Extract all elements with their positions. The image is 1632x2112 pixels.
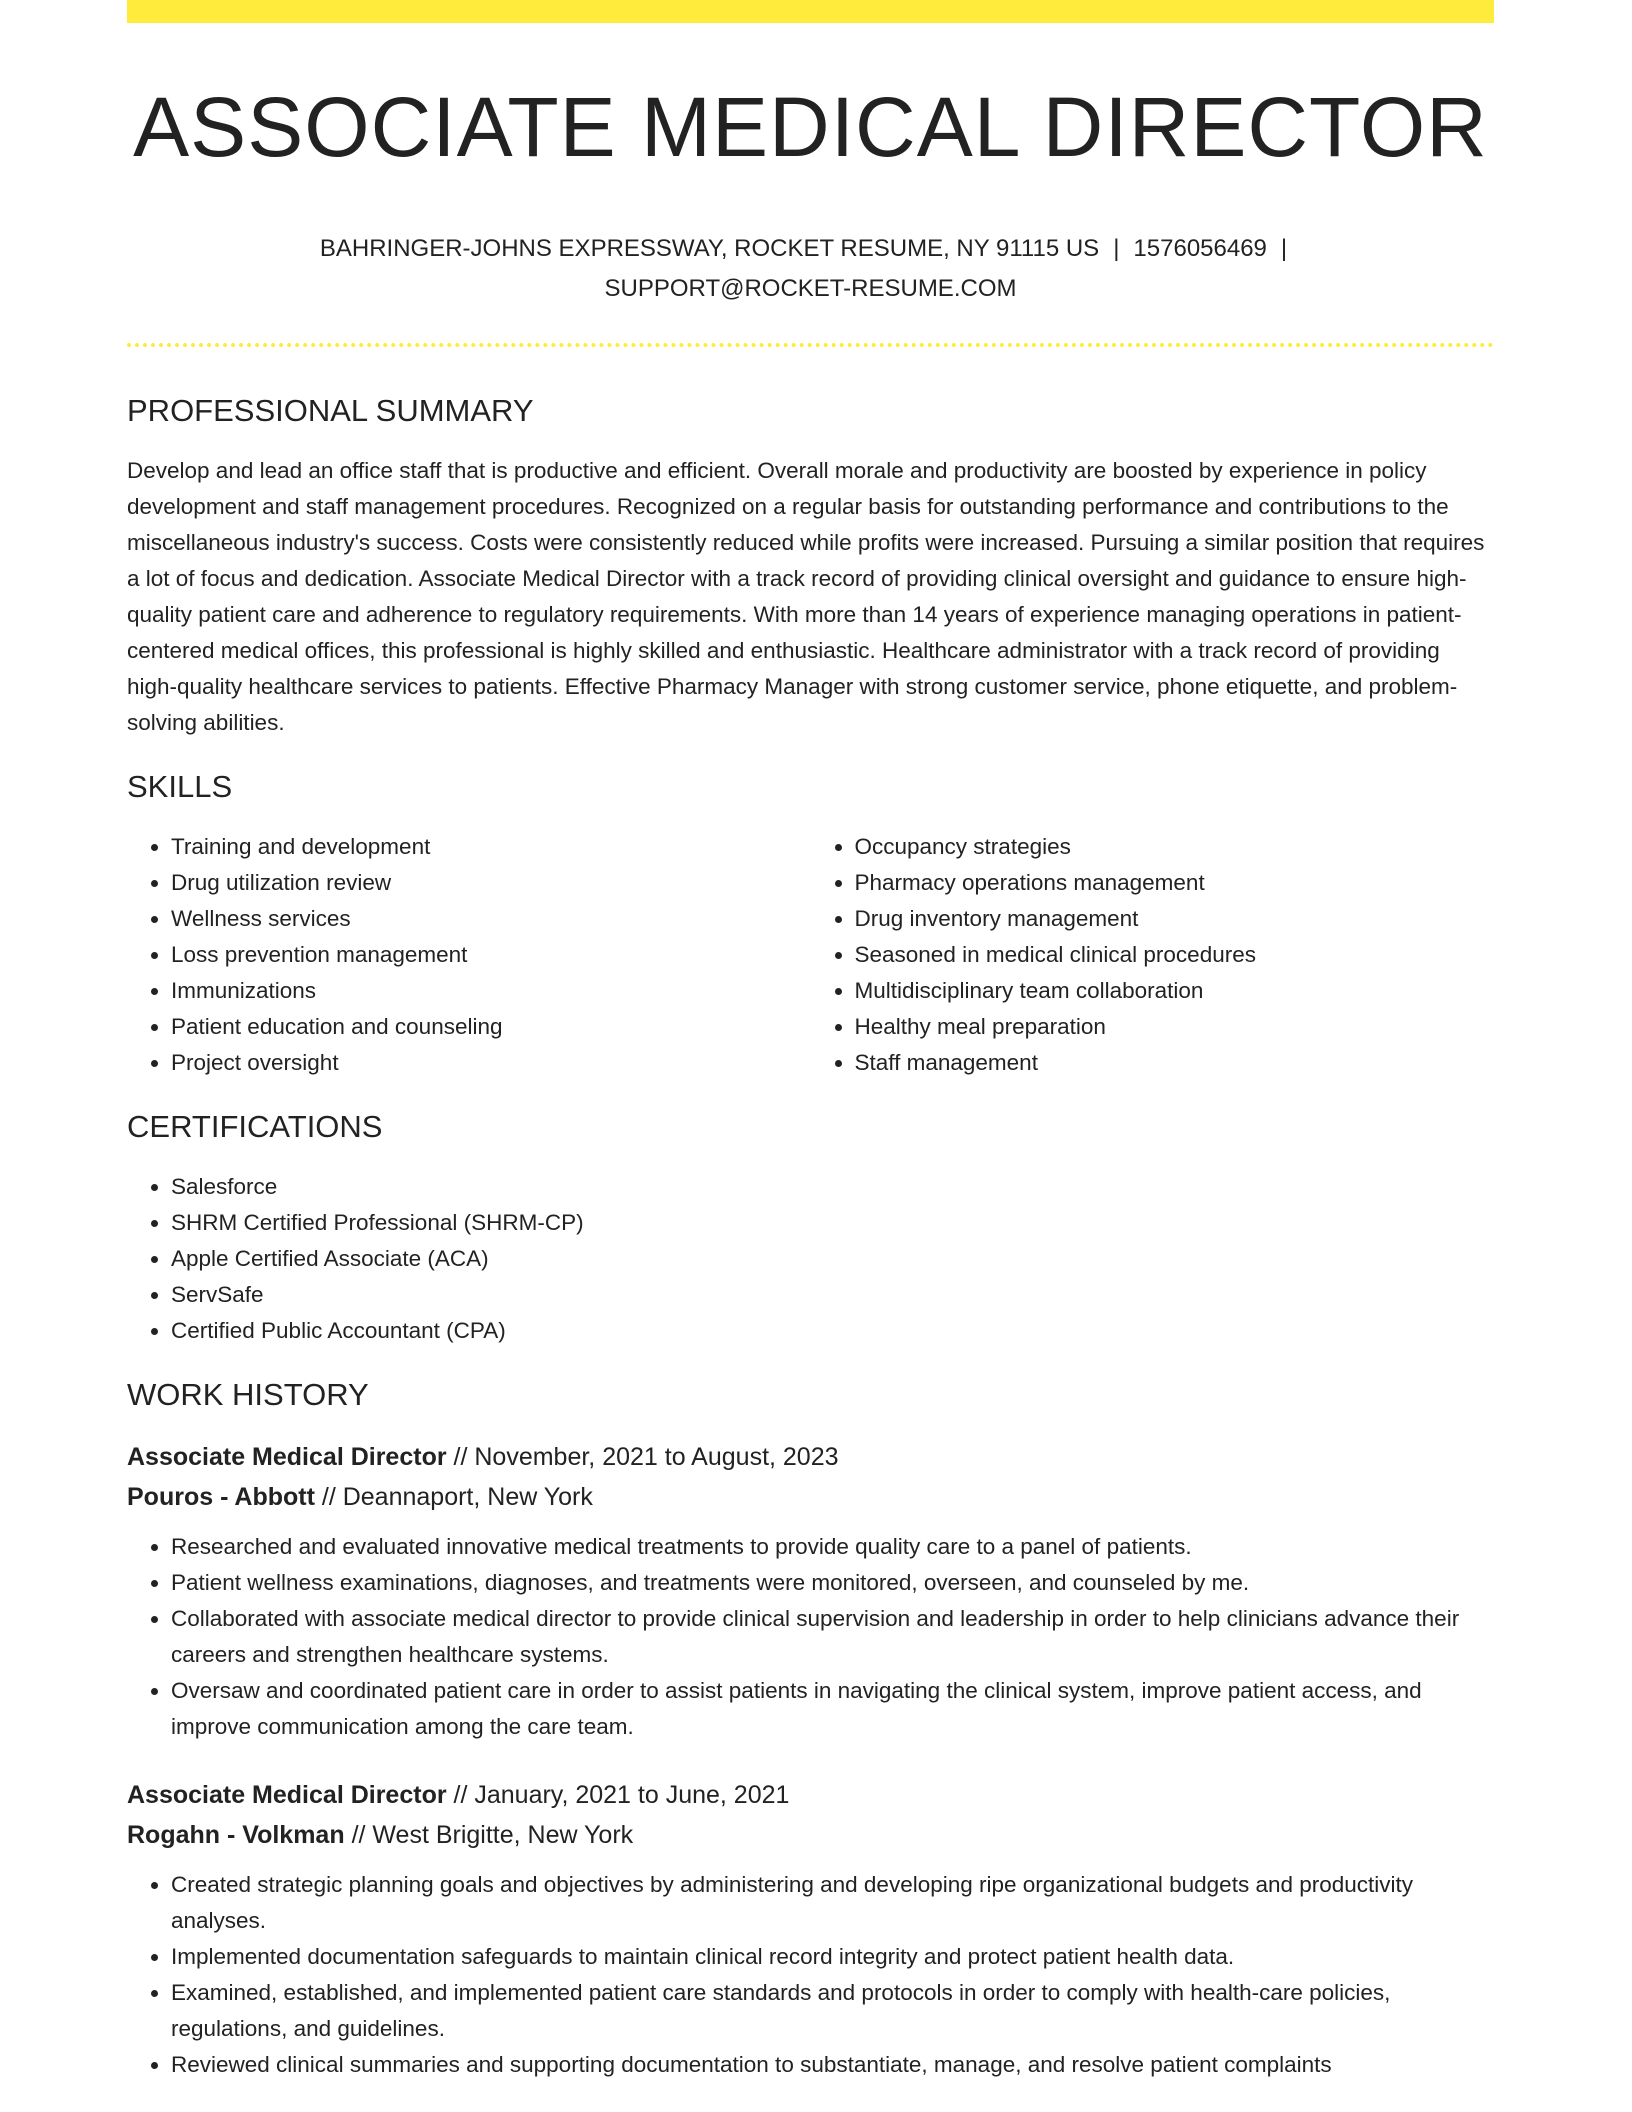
skill-item: • Drug utilization review bbox=[171, 865, 811, 901]
certification-item: • SHRM Certified Professional (SHRM-CP) bbox=[171, 1205, 1494, 1241]
job-location: // West Brigitte, New York bbox=[351, 1821, 634, 1849]
certification-item: • Certified Public Accountant (CPA) bbox=[171, 1313, 1494, 1349]
job-bullets bbox=[127, 1867, 1494, 2083]
job-title-line bbox=[127, 1437, 1494, 1477]
certifications-heading: CERTIFICATIONS bbox=[127, 1109, 383, 1144]
skills-list bbox=[127, 829, 1494, 1081]
skills-right-column bbox=[811, 829, 1495, 1081]
resume-name: ASSOCIATE MEDICAL DIRECTOR bbox=[133, 80, 1488, 174]
skill-item: • Immunizations bbox=[171, 973, 811, 1009]
skill-item: • Training and development bbox=[171, 829, 811, 865]
contact-email: SUPPORT@ROCKET-RESUME.COM bbox=[604, 275, 1017, 302]
skills-left-column bbox=[127, 829, 811, 1081]
job-company: Pouros - Abbott bbox=[127, 1483, 315, 1511]
job-role: Associate Medical Director bbox=[127, 1781, 447, 1809]
job-dates: // November, 2021 to August, 2023 bbox=[453, 1443, 839, 1471]
job-bullet: • Collaborated with associate medical director to provide clinical supervision and leadership in order to help clinicians advance their careers and strengthen healthcare systems. bbox=[171, 1601, 1494, 1673]
skill-item: • Seasoned in medical clinical procedures bbox=[855, 937, 1495, 973]
job-company: Rogahn - Volkman bbox=[127, 1821, 345, 1849]
skill-item: • Pharmacy operations management bbox=[855, 865, 1495, 901]
job-entry bbox=[127, 1437, 1494, 1745]
job-bullet: • Researched and evaluated innovative medical treatments to provide quality care to a panel of patients. bbox=[171, 1529, 1494, 1565]
certification-item: • Salesforce bbox=[171, 1169, 1494, 1205]
skill-item: • Drug inventory management bbox=[855, 901, 1495, 937]
contact-info bbox=[127, 229, 1494, 309]
contact-address: BAHRINGER-JOHNS EXPRESSWAY, ROCKET RESUME, NY 91115 US bbox=[319, 235, 1100, 262]
contact-phone: 1576056469 bbox=[1133, 235, 1267, 262]
job-bullet: • Oversaw and coordinated patient care in order to assist patients in navigating the clinical system, improve patient access, and improve communication among the care team. bbox=[171, 1673, 1494, 1745]
skill-item: • Staff management bbox=[855, 1045, 1495, 1081]
top-accent-bar bbox=[127, 0, 1494, 23]
skill-item: • Loss prevention management bbox=[171, 937, 811, 973]
job-bullet: • Implemented documentation safeguards to maintain clinical record integrity and protect patient health data. bbox=[171, 1939, 1494, 1975]
job-company-line bbox=[127, 1815, 1494, 1855]
resume-page bbox=[127, 0, 1494, 2112]
contact-separator: | bbox=[1280, 235, 1288, 262]
job-company-line bbox=[127, 1477, 1494, 1517]
certification-item: • ServSafe bbox=[171, 1277, 1494, 1313]
job-bullet: • Patient wellness examinations, diagnoses, and treatments were monitored, overseen, and counseled by me. bbox=[171, 1565, 1494, 1601]
skill-item: • Project oversight bbox=[171, 1045, 811, 1081]
skills-heading: SKILLS bbox=[127, 769, 233, 804]
job-bullets bbox=[127, 1529, 1494, 1745]
job-bullet: • Created strategic planning goals and objectives by administering and developing ripe organizational budgets and productivity analyses. bbox=[171, 1867, 1494, 1939]
certifications-list bbox=[127, 1169, 1494, 1349]
job-bullet: • Reviewed clinical summaries and supporting documentation to substantiate, manage, and resolve patient complaints bbox=[171, 2047, 1494, 2083]
dotted-divider bbox=[127, 343, 1494, 347]
job-location: // Deannaport, New York bbox=[321, 1483, 593, 1511]
skill-item: • Wellness services bbox=[171, 901, 811, 937]
job-entry bbox=[127, 1775, 1494, 2083]
skill-item: • Occupancy strategies bbox=[855, 829, 1495, 865]
contact-separator: | bbox=[1113, 235, 1120, 262]
skill-item: • Multidisciplinary team collaboration bbox=[855, 973, 1495, 1009]
summary-heading: PROFESSIONAL SUMMARY bbox=[127, 393, 534, 428]
summary-text: Develop and lead an office staff that is productive and efficient. Overall morale and productivity are boosted by experience in policy development and staff management procedures. Recognized on a regular basis for outstanding performance and contributions to the miscellaneous industry's success. Costs were consistently reduced while profits were increased. Pursuing a similar position that requires a lot of focus and dedication. Associate Medical Director with a track record of providing clinical oversight and guidance to ensure high-quality patient care and adherence to regulatory requirements. With more than 14 years of experience managing operations in patient-centered medical offices, this professional is highly skilled and enthusiastic. Healthcare administrator with a track record of providing high-quality healthcare services to patients. Effective Pharmacy Manager with strong customer service, phone etiquette, and problem-solving abilities. bbox=[127, 458, 1485, 735]
job-dates: // January, 2021 to June, 2021 bbox=[453, 1781, 790, 1809]
job-role: Associate Medical Director bbox=[127, 1443, 447, 1471]
certification-item: • Apple Certified Associate (ACA) bbox=[171, 1241, 1494, 1277]
skill-item: • Patient education and counseling bbox=[171, 1009, 811, 1045]
job-bullet: • Examined, established, and implemented patient care standards and protocols in order to comply with health-care policies, regulations, and guidelines. bbox=[171, 1975, 1494, 2047]
job-title-line bbox=[127, 1775, 1494, 1815]
work-history-heading: WORK HISTORY bbox=[127, 1377, 369, 1412]
skill-item: • Healthy meal preparation bbox=[855, 1009, 1495, 1045]
